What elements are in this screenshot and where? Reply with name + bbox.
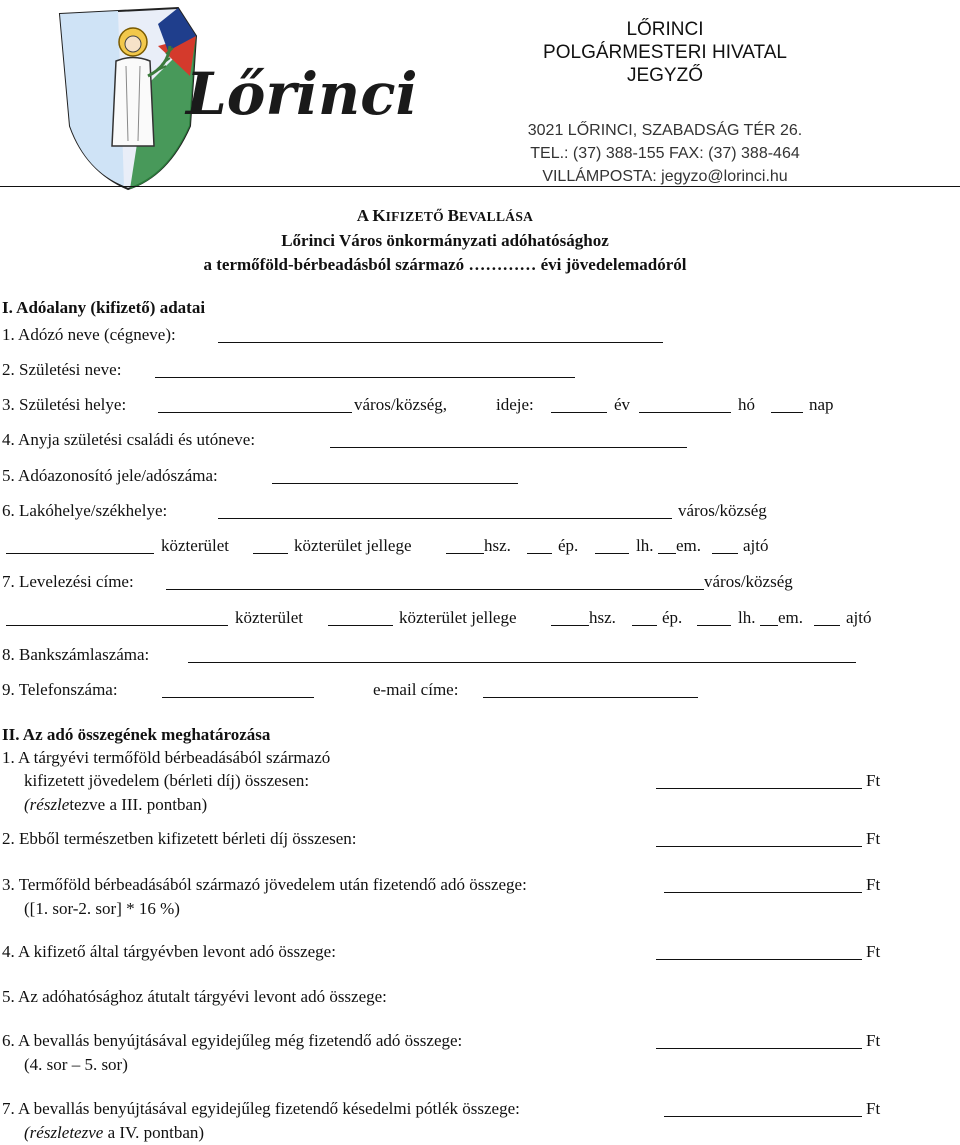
org-line-1: LŐRINCI [626, 19, 704, 40]
field6-em-line[interactable] [658, 553, 676, 554]
field7-ajto-line[interactable] [814, 625, 840, 626]
row7-line1: 7. A bevallás benyújtásával egyidejűleg fizetendő késedelmi pótlék összege: [2, 1099, 520, 1118]
row6-line1: 6. A bevallás benyújtásával egyidejűleg még fizetendő adó összege: [2, 1031, 463, 1050]
field4-line[interactable] [330, 447, 687, 448]
field6-hsz: hsz. [484, 536, 511, 555]
form-subtitle-2: a termőföld-bérbeadásból származó ………… évi jövedelemadóról [203, 255, 687, 274]
row3-unit: Ft [866, 875, 881, 894]
field3-label: 3. Születési helye: [2, 395, 127, 414]
field4-label: 4. Anyja születési családi és utóneve: [2, 430, 256, 449]
field7-ep-line[interactable] [632, 625, 657, 626]
field6-city-line[interactable] [218, 518, 672, 519]
title-cap-b: B [447, 206, 459, 225]
field7-em-line[interactable] [760, 625, 778, 626]
field7-hsz: hsz. [589, 608, 616, 627]
field9-phone-line[interactable] [162, 697, 314, 698]
field6-lh-line[interactable] [595, 553, 629, 554]
city-logo [58, 6, 418, 191]
row5-label: 5. Az adóhatósághoz átutalt tárgyévi levont adó összege: [2, 987, 387, 1006]
field9-email-line[interactable] [483, 697, 698, 698]
field7-hsz-line[interactable] [551, 625, 589, 626]
field5-label: 5. Adóazonosító jele/adószáma: [2, 466, 218, 485]
field6-ajto: ajtó [743, 536, 769, 555]
row4-unit: Ft [866, 942, 881, 961]
field3-varos: város/község, [354, 395, 448, 414]
field7-lh-line[interactable] [697, 625, 731, 626]
field6-varos: város/község [678, 501, 767, 520]
field3-place-line[interactable] [158, 412, 352, 413]
row1-unit: Ft [866, 771, 881, 790]
field6-label: 6. Lakóhelye/székhelye: [2, 501, 168, 520]
row1-line1: 1. A tárgyévi termőföld bérbeadásából származó [2, 748, 331, 767]
row3-amount-line[interactable] [664, 892, 862, 893]
field6-ep: ép. [558, 536, 579, 555]
field6-ep-line[interactable] [527, 553, 552, 554]
field6-streettype-line[interactable] [253, 553, 288, 554]
section1-heading: I. Adóalany (kifizető) adatai [2, 298, 206, 317]
field3-ideje: ideje: [496, 395, 534, 414]
field2-label: 2. Születési neve: [2, 360, 122, 379]
field7-jellege: közterület jellege [399, 608, 517, 627]
org-contact [500, 119, 830, 188]
section2-heading: II. Az adó összegének meghatározása [2, 725, 271, 744]
field3-year-line[interactable] [551, 412, 607, 413]
row4-amount-line[interactable] [656, 959, 862, 960]
field3-ev: év [614, 395, 631, 414]
row1-amount-line[interactable] [656, 788, 862, 789]
field6-lh: lh. [636, 536, 654, 555]
org-line-3: JEGYZŐ [626, 65, 703, 86]
field3-day-line[interactable] [771, 412, 803, 413]
org-line-2: POLGÁRMESTERI HIVATAL [543, 42, 787, 63]
form-title [0, 205, 890, 228]
field7-kozterulet: közterület [235, 608, 303, 627]
field6-hsz-line[interactable] [446, 553, 484, 554]
field3-month-line[interactable] [639, 412, 731, 413]
field6-kozterulet: közterület [161, 536, 229, 555]
row2-amount-line[interactable] [656, 846, 862, 847]
row7-line2-rest: a IV. pontban) [103, 1123, 205, 1142]
row7-line2-italic: (részletezve [24, 1123, 104, 1142]
row6-amount-line[interactable] [656, 1048, 862, 1049]
field7-streettype-line[interactable] [328, 625, 393, 626]
field1-label: 1. Adózó neve (cégneve): [2, 325, 176, 344]
field1-line[interactable] [218, 342, 663, 343]
title-small-b: EVALLÁSA [459, 209, 534, 224]
title-cap-a: A K [356, 206, 386, 225]
org-address: 3021 LŐRINCI, SZABADSÁG TÉR 26. [527, 122, 803, 139]
row1-line3 [24, 795, 207, 815]
row3-line2: ([1. sor-2. sor] * 16 %) [24, 899, 180, 918]
row6-line2: (4. sor – 5. sor) [24, 1055, 128, 1074]
row2-label: 2. Ebből természetben kifizetett bérleti díj összesen: [2, 829, 357, 848]
field7-city-line[interactable] [166, 589, 704, 590]
field3-ho: hó [738, 395, 755, 414]
field5-line[interactable] [272, 483, 518, 484]
row7-line2 [24, 1123, 204, 1143]
org-email: VILLÁMPOSTA: jegyzo@lorinci.hu [542, 168, 788, 185]
field6-ajto-line[interactable] [712, 553, 738, 554]
field8-line[interactable] [188, 662, 856, 663]
row7-unit: Ft [866, 1099, 881, 1118]
field7-em: em. [778, 608, 804, 627]
row1-line3-rest: tezve a III. pontban) [69, 795, 208, 814]
org-name [500, 18, 830, 87]
field7-street-line[interactable] [6, 625, 228, 626]
row1-line2: kifizetett jövedelem (bérleti díj) összesen: [24, 771, 310, 790]
logo-wordmark: Lőrinci [186, 60, 418, 128]
field7-varos: város/község [704, 572, 793, 591]
row4-label: 4. A kifizető által tárgyévben levont adó összege: [2, 942, 336, 961]
row7-amount-line[interactable] [664, 1116, 862, 1117]
row6-unit: Ft [866, 1031, 881, 1050]
row1-line3-italic: (részle [24, 795, 70, 814]
field6-street-line[interactable] [6, 553, 154, 554]
field9-email-label: e-mail címe: [373, 680, 459, 699]
org-phone: TEL.: (37) 388-155 FAX: (37) 388-464 [530, 145, 800, 162]
field7-lh: lh. [738, 608, 756, 627]
field7-ajto: ajtó [846, 608, 872, 627]
form-subtitle-1: Lőrinci Város önkormányzati adóhatósághoz [281, 231, 609, 250]
field9-label: 9. Telefonszáma: [2, 680, 118, 699]
field7-ep: ép. [662, 608, 683, 627]
field2-line[interactable] [155, 377, 575, 378]
row3-line1: 3. Termőföld bérbeadásából származó jövedelem után fizetendő adó összege: [2, 875, 527, 894]
field8-label: 8. Bankszámlaszáma: [2, 645, 150, 664]
field6-em: em. [676, 536, 702, 555]
field6-jellege: közterület jellege [294, 536, 412, 555]
field7-label: 7. Levelezési címe: [2, 572, 134, 591]
title-small-a: IFIZETŐ [385, 209, 448, 224]
header-divider [0, 186, 960, 187]
row2-unit: Ft [866, 829, 881, 848]
field3-nap: nap [809, 395, 834, 414]
